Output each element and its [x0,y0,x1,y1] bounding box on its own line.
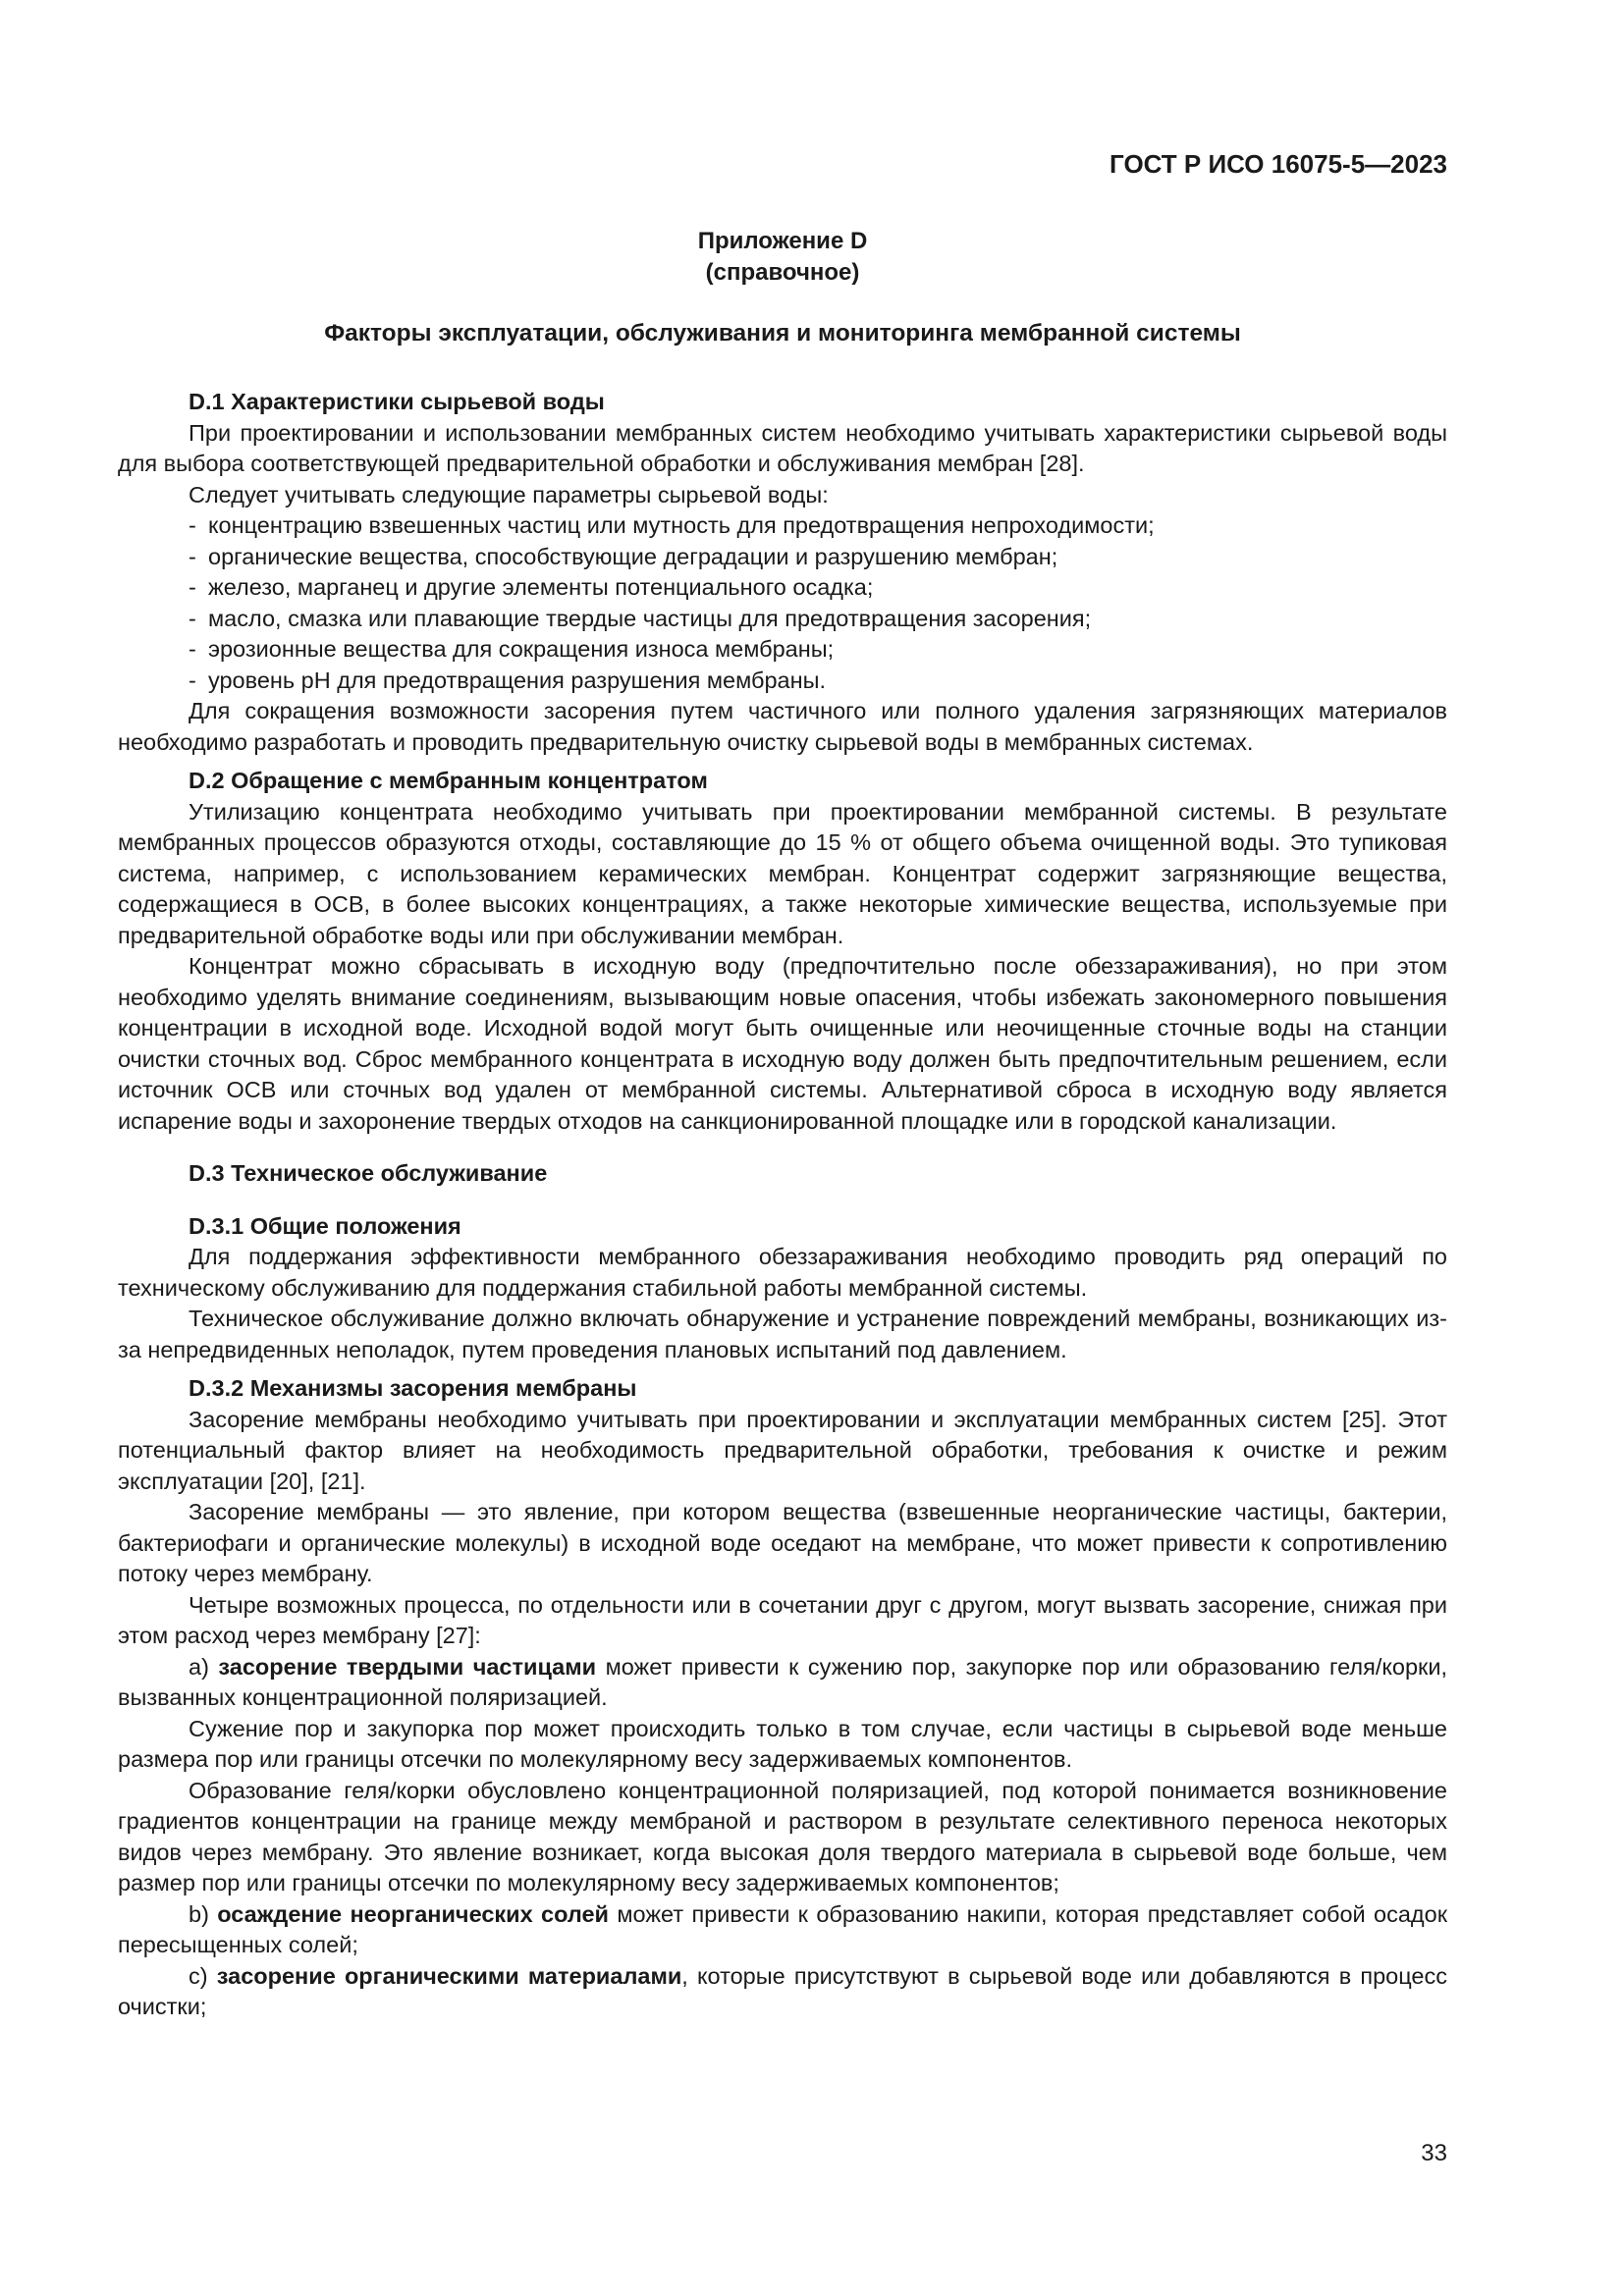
d32-item-a: a) засорение твердыми частицами может привести к сужению пор, закупорке пор или образованию геля/корки, вызванных концентрационной поляризацией. [118,1653,1447,1710]
list-item: - концентрацию взвешенных частиц или мутность для предотвращения непроходимости; [189,512,1155,538]
d31-paragraph-2: Техническое обслуживание должно включать обнаружение и устранение повреждений мембраны, возникающих из-за непредвиденных неполадок, путем проведения плановых испытаний под давлением. [118,1306,1447,1362]
section-heading-d1: D.1 Характеристики сырьевой воды [189,389,605,414]
section-heading-d2: D.2 Обращение с мембранным концентратом [189,768,708,793]
list-item: - уровень pH для предотвращения разрушения мембраны. [189,667,827,693]
d32-paragraph-1: Засорение мембраны необходимо учитывать при проектировании и эксплуатации мембранных систем [25]. Этот потенциальный фактор влияет на необходимость предварительной обработки, требования к очистке и режим эксплуатации [20], [21]. [118,1406,1447,1494]
d1-paragraph-2: Следует учитывать следующие параметры сырьевой воды: [189,481,829,507]
d32-item-b: b) осаждение неорганических солей может привести к образованию накипи, которая представляет собой осадок пересыщенных солей; [118,1900,1447,1957]
d32-item-c: c) засорение органическими материалами, которые присутствуют в сырьевой воде или добавляются в процесс очистки; [118,1962,1447,2019]
page-number: 33 [1421,2140,1447,2166]
document-code: ГОСТ Р ИСО 16075-5—2023 [1110,149,1447,179]
list-item: - органические вещества, способствующие деградации и разрушению мембран; [189,543,1058,569]
section-heading-d3: D.3 Техническое обслуживание [189,1160,548,1186]
d31-paragraph-1: Для поддержания эффективности мембранного обеззараживания необходимо проводить ряд операций по техническому обслуживанию для поддержания стабильной работы мембранной системы. [118,1244,1447,1301]
d1-paragraph-1: При проектировании и использовании мембранных систем необходимо учитывать характеристики сырьевой воды для выбора соответствующей предварительной обработки и обслуживания мембран [28]. [118,419,1447,476]
annex-main-title: Факторы эксплуатации, обслуживания и мониторинга мембранной системы [324,320,1241,347]
d1-paragraph-3: Для сокращения возможности засорения путем частичного или полного удаления загрязняющих материалов необходимо разработать и проводить предварительную очистку сырьевой воды в мембранных системах. [118,698,1447,755]
list-item: - масло, смазка или плавающие твердые частицы для предотвращения засорения; [189,605,1092,631]
d2-paragraph-1: Утилизацию концентрата необходимо учитывать при проектировании мембранной системы. В результате мембранных процессов образуются отходы, составляющие до 15 % от общего объема очищенной воды. Это тупиковая система, например, с использованием керамических мембран. Концентрат содержит загрязняющие вещества, содержащиеся в ОСВ, в более высоких концентрациях, а также некоторые химические вещества, используемые при предварительной обработке воды или при обслуживании мембран. [118,798,1447,948]
annex-type: (справочное) [705,259,860,286]
d32-paragraph-2: Засорение мембраны — это явление, при котором вещества (взвешенные неорганические частицы, бактерии, бактериофаги и органические молекулы) в исходной воде оседают на мембране, что может привести к сопротивлению потоку через мембрану. [118,1499,1447,1586]
list-item: - железо, марганец и другие элементы потенциального осадка; [189,574,874,600]
list-item: - эрозионные вещества для сокращения износа мембраны; [189,636,835,662]
d32-paragraph-5: Образование геля/корки обусловлено концентрационной поляризацией, под которой понимается возникновение градиентов концентрации на границе между мембраной и раствором в результате селективного переноса некоторых видов через мембрану. Это явление возникает, когда высокая доля твердого материала в сырьевой воде больше, чем размер пор или границы отсечки по молекулярному весу задерживаемых компонентов; [118,1777,1447,1896]
section-heading-d32: D.3.2 Механизмы засорения мембраны [189,1375,637,1401]
annex-title: Приложение D [697,228,868,254]
d2-paragraph-2: Концентрат можно сбрасывать в исходную воду (предпочтительно после обеззараживания), но при этом необходимо уделять внимание соединениям, вызывающим новые опасения, чтобы избежать закономерного повышения концентрации в исходной воде. Исходной водой могут быть очищенные или неочищенные сточные воды на станции очистки сточных вод. Сброс мембранного концентрата в исходную воду должен быть предпочтительным решением, если источник ОСВ или сточных вод удален от мембранной системы. Альтернативой сброса в исходную воду является испарение воды и захоронение твердых отходов на санкционированной площадке или в городской канализации. [118,953,1447,1134]
section-heading-d31: D.3.1 Общие положения [189,1212,461,1239]
d32-paragraph-4: Сужение пор и закупорка пор может происходить только в том случае, если частицы в сырьевой воде меньше размера пор или границы отсечки по молекулярному весу задерживаемых компонентов. [118,1715,1447,1772]
d32-paragraph-3: Четыре возможных процесса, по отдельности или в сочетании друг с другом, могут вызвать засорение, снижая при этом расход через мембрану [27]: [118,1591,1447,1648]
